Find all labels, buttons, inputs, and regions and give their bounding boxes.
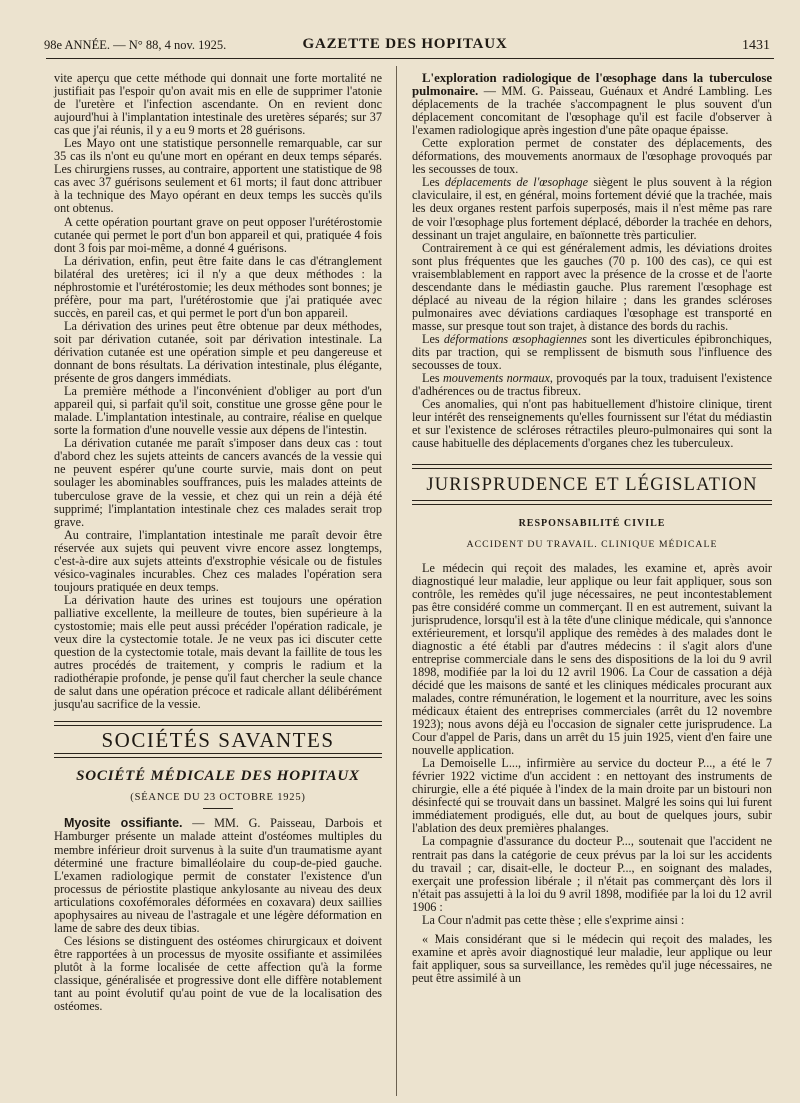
section-rule-top xyxy=(54,721,382,726)
paragraph: Contrairement à ce qui est généralement admis, les déviations droites sont plus fréquentes que les gauches (70 p. 100 des cas), ce qui est vraisemblablement en rapport avec la présence de la crosse et de l'aorte descendante dans le médiastin gauche. Plus rarement l'œsophage est déplacé au niveau de la région hilaire ; dans les grandes scléroses pulmonaires avec déviations cardiaques l'œsophage est transporté en masse, sur presque tout son trajet, à distance des bords du rachis. xyxy=(412,240,772,333)
section-title-societes: SOCIÉTÉS SAVANTES xyxy=(101,728,335,753)
journal-title: GAZETTE DES HOPITAUX xyxy=(302,36,508,52)
paragraph-deplacements xyxy=(412,176,772,241)
paragraph: Au contraire, l'implantation intestinale me paraît devoir être réservée aux sujets qui peuvent vivre encore assez longtemps, c'est-à-dire aux sujets atteints d'exstrophie vésicale ou de fistules vésico-vaginales incurables. Chez ces malades l'opération sera toujours pratiquée en deux temps. xyxy=(54,527,382,594)
subheading-responsabilite: RESPONSABILITÉ CIVILE xyxy=(518,518,666,530)
myosite-body: présente un malade atteint d'ostéomes multiples du membre inférieur droit survenus à la suite d'un traumatisme ayant déterminé une fracture bimalléolaire du coup-de-pied gauche. L'examen radiologique permit de constater l'existence d'un processus de périostite plastique ankylosante au niveau des deux articulations coxofémorales déformées en coxavara) deux saillies apophysaires au niveau de l'astragale et une légère déformation en lame de sabre des deux tibias. xyxy=(54,829,382,935)
paragraph: Le médecin qui reçoit des malades, les examine et, après avoir diagnostiqué leur maladie, leur applique ou leur fait appliquer, sous son contrôle, les remèdes qu'il juge nécessaires, ne peut incontestablement pas être considéré comme un commerçant. Il en est autrement, suivant la jurisprudence, lorsqu'il est à la tête d'une clinique médicale, qui s'annonce extérieurement, et lorsqu'il applique des remèdes à des malades dont le diagnostic a été établi par d'autres médecins : il s'agit alors d'une entreprise commerciale dans le sens des dispositions de la loi du 9 avril 1898, modifiée par la loi du 12 avril 1906. La Cour de cassation a déjà décidé que les maisons de santé et les cliniques médicales procurant aux malades, contre rémunération, le logement et la nourriture, avec les soins médicaux étaient des entreprises commerciales (arrêt du 12 novembre 1923); nous avons déjà eu l'occasion de signaler cette jurisprudence. La Cour d'appel de Paris, dans un arrêt du 15 juin 1925, vient d'en faire une nouvelle application. xyxy=(412,560,772,758)
paragraph-deformations xyxy=(412,333,772,372)
section-rule-top xyxy=(412,464,772,469)
exploration-authors: — MM. G. Paisseau, Guénaux et André Lambling. xyxy=(483,84,749,99)
seance-date: (SÉANCE DU 23 OCTOBRE 1925) xyxy=(130,792,306,804)
page-number: 1431 xyxy=(742,38,770,53)
paragraph: Ces lésions se distinguent des ostéomes chirurgicaux et doivent être rapportées à un processus de myosite ossifiante et assimilées plutôt à la forme localisée de cette affection qu'à la forme classique, généralisée et progressive dont elle diffère notablement tant au point évolutif qu'au point de vue de la localisation des ostéomes. xyxy=(54,933,382,1014)
paragraph: Ces anomalies, qui n'ont pas habituellement d'histoire clinique, tirent leur intérêt des renseignements qu'elles fournissent sur l'état du médiastin et sur l'existence de scléroses rétractiles pleuro-pulmonaires qui sont la cause habituelle des déplacements d'organes chez les tuberculeux. xyxy=(412,397,772,451)
section-rule-bottom xyxy=(412,500,772,505)
short-rule xyxy=(203,808,233,809)
page-header xyxy=(40,36,770,58)
section-rule-bottom xyxy=(54,753,382,758)
paragraph-myosite xyxy=(54,817,382,934)
header-rule xyxy=(46,58,774,59)
text: siègent le plus souvent à la région claviculaire, il est, en général, moins fortement dévié que la trachée, mais les deux organes restent parfois superposés, mais il n'est même pas rare de voir l'œsophage plus fortement déplacé, déborder la trachée en dehors, dessinant un trajet angulaire, en baïonnette très particulier. xyxy=(412,175,772,242)
paragraph: Cette exploration permet de constater des déplacements, des déformations, des mouvements anormaux de l'œsophage provoqués par les secousses de toux. xyxy=(412,136,772,177)
paragraph: La compagnie d'assurance du docteur P..., soutenait que l'accident ne rentrait pas dans la catégorie de ceux prévus par la loi sur les accidents du travail ; car, disait-elle, le docteur P..., en soignant des malades, exerçait une profession libérale ; il n'était pas commerçant dès lors il n'était pas assujetti à la loi du 9 avril 1898, modifiée par la loi du 12 avril 1906 : xyxy=(412,834,772,914)
italic-term: mouvements normaux xyxy=(442,371,550,386)
text: Les xyxy=(422,371,443,386)
subheading-accident: ACCIDENT DU TRAVAIL. CLINIQUE MÉDICALE xyxy=(466,539,718,551)
text: , provoqués par la toux, traduisent l'existence d'adhérences ou de tractus fibreux. xyxy=(412,371,772,399)
italic-term: déformations œsophagiennes xyxy=(443,331,587,346)
section-title-jurisprudence: JURISPRUDENCE ET LÉGISLATION xyxy=(426,475,758,496)
paragraph: Les Mayo ont une statistique personnelle remarquable, car sur 35 cas ils n'ont eu qu'une mort en opérant en deux temps séparés. Les chirurgiens russes, au contraire, apportent une statistique de 98 cas avec 37 guérisons seulement et 61 morts; il faut donc attribuer à la technique des Mayo opérant en deux temps les succès qu'ils ont obtenus. xyxy=(54,136,382,216)
paragraph: La dérivation des urines peut être obtenue par deux méthodes, soit par dérivation cutanée, soit par dérivation intestinale. La dérivation cutanée est une opération simple et peu dangereuse et donnant de bons résultats. La dérivation intestinale, plus élégante, présente de gros dangers immédiats. xyxy=(54,318,382,386)
society-title: SOCIÉTÉ MÉDICALE DES HOPITAUX xyxy=(76,768,360,785)
paragraph: La Demoiselle L..., infirmière au service du docteur P..., a été le 7 février 1922 victime d'un accident : en nettoyant des instruments de chirurgie, elle a été piquée à l'index de la main droite par un bistouri non désinfecté qui se trouvait dans un bassinet. Malgré les soins qui lui furent immédiatement prodigués, elle dut, au bout de quelques jours, subir l'ablation des deux premières phalanges. xyxy=(412,756,772,836)
paragraph: La première méthode a l'inconvénient d'obliger au port d'un appareil qui, si parfait qu'il soit, constitue une grosse gêne pour le malade. L'implantation intestinale, au contraire, réalise en quelque sorte la formation d'une nouvelle vessie aux dépens de l'intestin. xyxy=(54,384,382,438)
paragraph-quote: « Mais considérant que si le médecin qui reçoit des malades, les examine et après avoir diagnostiqué leur maladie, leur applique ou leur fait appliquer, sous sa surveillance, les remèdes qu'il juge nécessaires, ne peut être assimilé à un xyxy=(412,931,772,985)
right-column xyxy=(412,72,772,985)
myosite-title: Myosite ossifiante. xyxy=(64,816,183,831)
paragraph: vite aperçu que cette méthode qui donnait une forte mortalité ne justifiait pas l'espoir qu'on avait mis en elle de supprimer l'atonie de l'uretère et l'infection ascendante. On en revient donc aujourd'hui à l'implantation intestinale des uretères séparés; sur 37 cas que j'ai réunis, il y a eu 9 morts et 28 guérisons. xyxy=(54,71,382,138)
paragraph-mouvements xyxy=(412,372,772,398)
text: Les xyxy=(422,331,444,346)
exploration-body: Les déplacements de la trachée s'accompagnent le plus souvent d'un déplacement concomitant de l'œsophage qu'il est facile d'observer à l'examen radiologique après ingestion d'une pâte opaque épaisse. xyxy=(412,84,772,138)
myosite-authors: — MM. G. Paisseau, Darbois et Hamburger xyxy=(54,816,383,844)
left-column xyxy=(54,72,382,1013)
paragraph: La dérivation haute des urines est toujours une opération palliative excellente, la meilleure de toutes, bien supérieure à la cystostomie; mais elle peut aussi précéder l'opération radicale, je veux dire la cystectomie totale. Je ne veux pas ici discuter cette question de la cystectomie totale, mais devant la faillite de tous les autres procédés de traitement, y compris le radium et la radiothérapie profonde, je pense qu'il faut chercher la seule chance de salut dans une opération précoce et radicale allant délibérément jusqu'au sacrifice de la vessie. xyxy=(54,592,382,712)
paragraph-exploration xyxy=(412,72,772,137)
paragraph: A cette opération pourtant grave on peut opposer l'urétérostomie cutanée qui permet le port d'un bon appareil et qui, pratiquée 4 fois dont 3 fois par moi-même, a donné 4 guérisons. xyxy=(54,214,382,255)
column-divider xyxy=(396,66,397,1096)
paragraph: La Cour n'admit pas cette thèse ; elle s'exprime ainsi : xyxy=(422,912,685,927)
text: sont les diverticules épibronchiques, dits par traction, qui se remplissent de bismuth sous l'influence des secousses de toux. xyxy=(412,331,772,373)
paragraph: La dérivation, enfin, peut être faite dans le cas d'étranglement bilatéral des uretères; ici il n'y a que deux méthodes : la néphrostomie et l'urétérostomie; les deux méthodes sont bonnes; je préfère, pour ma part, l'urétérostomie que j'ai pratiquée avec succès, en pareil cas, et qui permet le port d'un bon appareil. xyxy=(54,253,382,320)
issue-info: 98e ANNÉE. — N° 88, 4 nov. 1925. xyxy=(44,38,227,52)
text: Les xyxy=(422,175,445,190)
exploration-title: L'exploration radiologique de l'œsophage dans la tuberculose pulmonaire. xyxy=(412,71,772,99)
paragraph: La dérivation cutanée me paraît s'imposer dans deux cas : tout d'abord chez les sujets atteints de cancers avancés de la vessie qui ne peuvent espérer qu'une courte survie, mais dont on peut soulager les abominables souffrances, puis les malades atteints de tuberculose grave de la vessie, et chez qui un rein a déjà été supprimé; l'implantation intestinale chez ces malades serait trop grave. xyxy=(54,436,382,529)
italic-term: déplacements de l'œsophage xyxy=(444,175,589,190)
